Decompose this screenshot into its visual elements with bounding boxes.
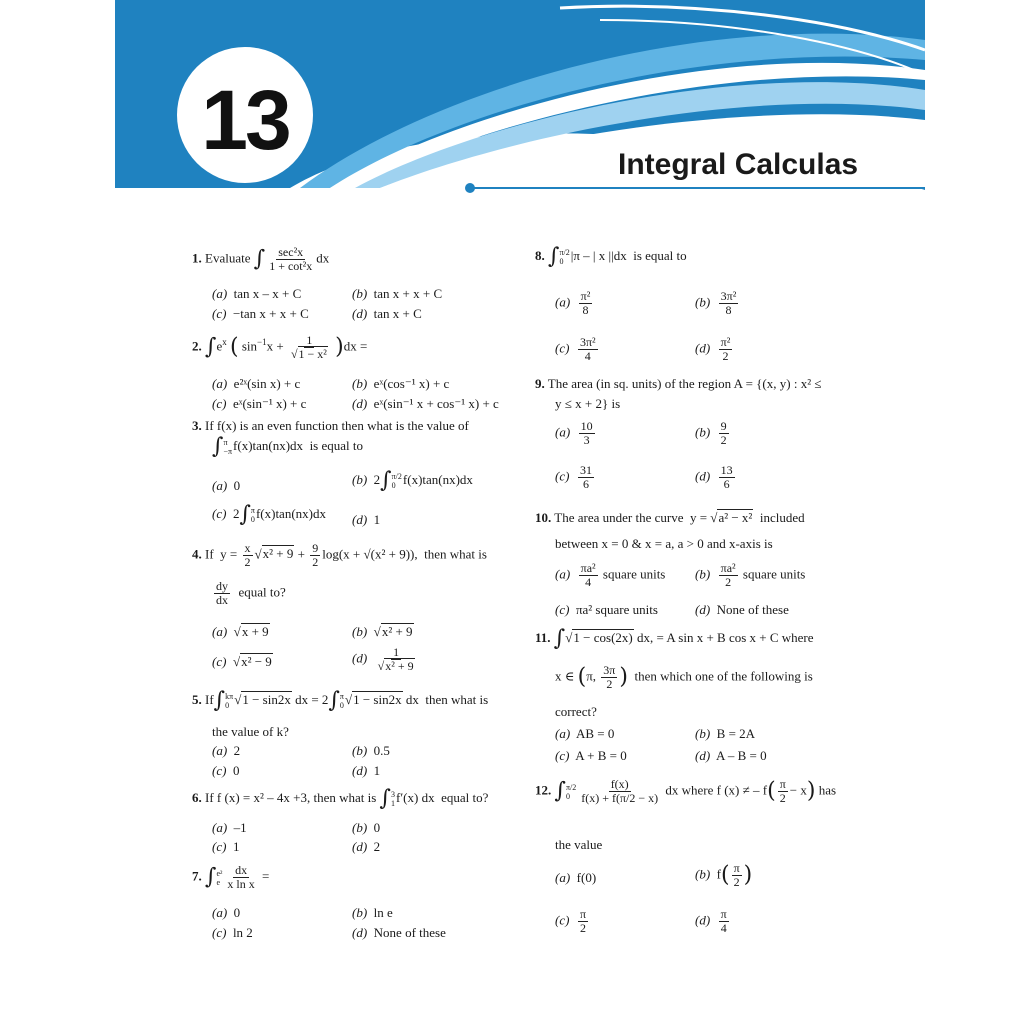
integral-sign: ∫ (548, 244, 560, 270)
question-number: 3. (192, 418, 202, 433)
integral-sign: ∫ (253, 246, 266, 272)
expr-part: e (216, 338, 223, 354)
option-text: 0 (373, 820, 381, 835)
option-label: (d) (352, 925, 368, 940)
option-a (555, 290, 594, 317)
option-text: $\frac{\text{π²}}{2}$ (720, 335, 731, 363)
denominator: 1 + cot²x (269, 259, 313, 273)
option-text: $\frac{10}{3}$ (580, 419, 593, 447)
option-b: (b) 2∫ π/2 0 f(x)tan(nx)dx (352, 468, 473, 494)
fraction: $\frac{\pi}{2}$ (733, 861, 740, 889)
numerator: dy (216, 579, 228, 593)
option-b (352, 743, 390, 759)
question-number: 9. (535, 376, 545, 391)
question-number: 12. (535, 782, 552, 798)
question-text: the value of k? (212, 724, 289, 739)
option-text: A – B = 0 (715, 748, 767, 763)
option-label: (a) (555, 726, 571, 741)
option-text: πa² square units (575, 602, 658, 617)
question-10: 10. The area under the curve y = √a² − x² included (535, 510, 805, 525)
question-4: 4. If y = $\frac{x}{2}$ √x² + 9 + $\frac{9}{2}$ log(x + √(x² + 9)), then what is (192, 541, 487, 569)
right-column (535, 240, 850, 960)
question-8 (535, 244, 687, 270)
option-label: (b) (352, 743, 368, 758)
option-label: (a) (212, 743, 228, 758)
option-c (212, 925, 253, 941)
option-label: (d) (695, 602, 711, 617)
option-text: e²ˣ(sin x) + c (233, 376, 301, 391)
option-text: $\frac{\pi}{2}$ (579, 907, 586, 935)
fraction: $\frac{f(x)}{f(x) + f(\pi/2 - x)}$ (581, 777, 659, 805)
option-label: (a) (555, 294, 571, 310)
chapter-title: Integral Calculas (618, 148, 859, 181)
option-text: eˣ(sin⁻¹ x + cos⁻¹ x) + c (373, 396, 499, 411)
option-d (352, 839, 380, 855)
option-label: (a) (555, 566, 571, 582)
chapter-number: 13 (201, 73, 289, 167)
option-label: (b) (695, 726, 711, 741)
option-d (695, 748, 767, 764)
option-label: (d) (352, 512, 368, 527)
question-9-line2 (555, 396, 620, 412)
option-text: 0 (233, 905, 241, 920)
question-12: 12. ∫ π/2 0 $\frac{f(x)}{f(x) + f(\pi/2 - x)}$ dx where f (x) ≠ – f( $\frac{\pi}{2}$ − x) has (535, 777, 837, 805)
question-11-line3 (555, 704, 597, 720)
question-number: 5. (192, 692, 202, 707)
option-text: x + 9 (241, 624, 269, 639)
question-text: If f (x) = x² – 4x +3, then what is (205, 790, 377, 805)
option-c (555, 908, 590, 935)
option-label: (a) (555, 424, 571, 440)
question-text: is equal to (309, 438, 363, 453)
option-c (555, 602, 658, 618)
paren: ) (335, 334, 344, 360)
left-column (192, 240, 512, 960)
question-3 (192, 418, 502, 434)
option-label: (d) (352, 839, 368, 854)
option-label: (d) (352, 763, 368, 778)
expr-part: f(x)tan(nx)dx (233, 438, 304, 453)
option-d (352, 512, 380, 528)
option-text: square units (602, 566, 666, 582)
option-text: square units (742, 566, 806, 582)
option-label: (d) (352, 650, 368, 666)
option-label: (c) (212, 763, 227, 778)
option-c (212, 396, 306, 412)
option-label: (b) (352, 286, 368, 301)
option-a (212, 820, 247, 836)
option-label: (d) (695, 748, 711, 763)
option-text: ln e (373, 905, 393, 920)
integral-sign: ∫ (380, 468, 392, 494)
question-11: 11. ∫√1 − cos(2x) dx, = A sin x + B cos x + C where (535, 626, 814, 652)
fraction: $\frac{3\pi}{2}$ (603, 663, 616, 691)
option-c (212, 839, 239, 855)
question-text: The area under the curve (554, 510, 684, 525)
option-d (352, 306, 422, 322)
option-a: (a) √x + 9 (212, 624, 269, 639)
denominator: √1 − x² (290, 347, 327, 361)
option-label: (c) (555, 602, 570, 617)
question-text: is equal to (633, 248, 687, 263)
limits: π/2 0 (391, 472, 402, 491)
option-c: (c) 2∫ π 0 f(x)tan(nx)dx (212, 502, 326, 528)
option-text: None of these (716, 602, 789, 617)
fraction: $\frac{9}{2}$ (312, 541, 319, 569)
option-label: (c) (212, 396, 227, 411)
option-b (352, 376, 449, 392)
option-a (555, 420, 597, 447)
option-label: (c) (555, 340, 570, 356)
paren: ( (721, 862, 730, 888)
option-d (352, 646, 419, 673)
option-d (695, 464, 737, 491)
limits: e² e (216, 868, 223, 887)
question-text: equal to? (441, 790, 489, 805)
option-c: (c) √x² − 9 (212, 654, 272, 669)
option-label: (b) (695, 424, 711, 440)
option-text: $\frac{31}{6}$ (579, 463, 592, 491)
option-label: (d) (695, 340, 711, 356)
option-b (352, 286, 442, 302)
option-text: 1 (373, 512, 381, 527)
limits: π/2 0 (559, 248, 570, 267)
option-text: eˣ(cos⁻¹ x) + c (373, 376, 450, 391)
option-text: f(x)tan(nx)dx (255, 506, 326, 521)
option-label: (c) (555, 468, 570, 484)
option-b (695, 562, 805, 589)
option-text: 2 (233, 743, 241, 758)
option-text: –1 (233, 820, 247, 835)
option-label: (c) (555, 748, 570, 763)
question-text: the value (555, 837, 603, 852)
option-label: (c) (212, 925, 227, 940)
question-12-line2 (555, 837, 602, 853)
option-label: (d) (352, 396, 368, 411)
integral-sign: ∫ (205, 334, 217, 360)
option-label: (d) (695, 912, 711, 928)
option-b (695, 862, 752, 889)
option-c (555, 748, 627, 764)
option-text: 1 (232, 839, 240, 854)
integral-sign: ∫ (554, 778, 566, 804)
question-text: included (759, 510, 805, 525)
question-1 (192, 246, 329, 273)
option-a (555, 726, 614, 742)
question-text: The area (in sq. units) of the region A = {(x, y) : x² ≤ (547, 376, 822, 391)
option-text: ln 2 (232, 925, 253, 940)
expr-part: |π – | x ||dx (570, 248, 627, 263)
integral-sign: ∫ (205, 864, 217, 890)
integral-sign: ∫ (213, 688, 226, 714)
option-text: $\frac{\text{π²}}{8}$ (580, 289, 591, 317)
option-text: −tan x + x + C (232, 306, 309, 321)
option-label: (c) (212, 506, 227, 521)
question-5-line2 (212, 724, 289, 740)
question-number: 6. (192, 790, 202, 805)
question-text: between x = 0 & x = a, a > 0 and x-axis is (555, 536, 773, 551)
question-text: correct? (555, 704, 597, 719)
option-label: (d) (352, 306, 368, 321)
option-a (212, 478, 240, 494)
question-2: 2. $\int e^x$ ( $\sin^{-1}x$ + $\frac{1}{\text{√1 − x²}}$ )dx = (192, 333, 368, 361)
option-b (352, 905, 393, 921)
option-text: 0.5 (373, 743, 390, 758)
paren: ) (619, 664, 628, 690)
question-11-line2: x ∈ (π, $\frac{3\pi}{2}$ ) then which one of the following is (555, 663, 813, 691)
option-b (695, 726, 755, 742)
question-number: 10. (535, 510, 552, 525)
differential: dx (316, 250, 330, 266)
paren: ) (743, 862, 753, 888)
limits: π −π (223, 438, 233, 457)
question-text: then what is (425, 692, 489, 707)
limits: 3 1 (391, 790, 395, 809)
option-label: (b) (695, 294, 711, 310)
option-text: tan x + x + C (373, 286, 443, 301)
option-d (695, 908, 731, 935)
question-text: dx where f (x) ≠ – f (665, 782, 768, 798)
numerator: 1 (306, 333, 313, 347)
option-text: 2 (373, 839, 381, 854)
integral-sign: ∫ (553, 626, 566, 652)
option-text: tan x – x + C (233, 286, 302, 301)
option-c (555, 464, 596, 491)
fraction (267, 246, 314, 273)
option-label: (c) (212, 839, 227, 854)
question-text: dx, = A sin x + B cos x + C where (636, 630, 814, 645)
option-text: AB = 0 (575, 726, 615, 741)
question-number: 11. (535, 630, 551, 645)
option-label: (a) (212, 376, 228, 391)
option-a (212, 376, 300, 392)
option-text: $\frac{\text{3π²}}{4}$ (579, 335, 596, 363)
question-text: has (818, 782, 837, 798)
denominator: x ln x (227, 877, 255, 891)
question-text: If (205, 546, 214, 562)
option-text: x² + 9 (381, 624, 413, 639)
expr-part: log(x + √(x² + 9)), (322, 546, 418, 562)
numerator: dx (235, 863, 248, 877)
fraction: $\frac{\text{πa²}}{4}$ (580, 561, 596, 589)
question-text: If (205, 692, 214, 707)
integral-sign: ∫ (328, 688, 340, 714)
expr-part: sin (241, 338, 258, 354)
question-number: 8. (535, 248, 545, 263)
radicand: 1 − x² (298, 347, 327, 361)
question-text: then what is (424, 546, 487, 562)
integral-sign: ∫ (212, 434, 224, 460)
denominator: dx (216, 593, 228, 607)
integral-sign: ∫ (379, 786, 391, 812)
option-b (695, 290, 740, 317)
option-text: None of these (373, 925, 446, 940)
question-9 (535, 376, 845, 392)
question-6: 6. If f (x) = x² – 4x +3, then what is ∫ 3 1 f′(x) dx equal to? (192, 786, 489, 812)
question-number: 7. (192, 868, 202, 884)
option-c (212, 763, 239, 779)
option-label: (c) (555, 912, 570, 928)
option-d (352, 763, 380, 779)
expr-part: = (262, 868, 270, 884)
option-label: (a) (212, 905, 228, 920)
fraction: $\frac{1}{\text{√x² + 9}}$ (377, 645, 414, 673)
option-d (695, 602, 789, 618)
question-text: If f(x) is an even function then what is the value of (205, 418, 469, 433)
option-label: (b) (695, 866, 711, 882)
option-text: eˣ(sin⁻¹ x) + c (232, 396, 307, 411)
option-label: (a) (212, 286, 228, 301)
question-text: y ≤ x + 2} is (555, 396, 621, 411)
option-a (212, 905, 240, 921)
option-b (352, 820, 380, 836)
option-d (352, 925, 446, 941)
question-3-expr (212, 434, 363, 460)
option-label: (a) (555, 870, 571, 885)
question-number: 4. (192, 546, 202, 562)
limits: π 0 (250, 506, 255, 525)
option-text: A + B = 0 (575, 748, 627, 763)
fraction: $\frac{\pi}{2}$ (779, 777, 786, 805)
option-a (212, 743, 240, 759)
option-c (212, 306, 309, 322)
option-c (555, 336, 600, 363)
option-text: tan x + C (373, 306, 422, 321)
numerator: sec²x (278, 245, 304, 259)
option-text: B = 2A (716, 726, 756, 741)
question-text: equal to? (238, 584, 286, 600)
fraction (214, 580, 230, 607)
option-text: $\frac{\pi}{4}$ (720, 907, 727, 935)
option-a (555, 562, 665, 589)
option-text: 1 (373, 763, 381, 778)
option-text: 0 (233, 478, 241, 493)
option-text: x² − 9 (241, 654, 272, 669)
question-text: then which one of the following is (634, 668, 813, 684)
option-label: (c) (212, 654, 227, 669)
option-a (555, 870, 596, 886)
option-a (212, 286, 301, 302)
option-text: 0 (232, 763, 240, 778)
question-text: Evaluate (205, 250, 251, 266)
paren: ( (230, 334, 239, 360)
option-label: (d) (695, 468, 711, 484)
question-5: 5. If∫ kπ 0 √1 − sin2x dx = 2∫ π 0 √1 − sin2x dx then what is (192, 688, 489, 714)
option-b: (b) √x² + 9 (352, 624, 413, 639)
integral-sign: ∫ (239, 502, 251, 528)
option-d (352, 396, 499, 412)
fraction: $\frac{x}{2}$ (244, 541, 251, 569)
option-label: (a) (212, 820, 228, 835)
option-text: x² + 9 (385, 659, 414, 673)
chapter-header-banner (0, 0, 1024, 200)
option-label: (b) (352, 472, 368, 487)
option-label: (b) (352, 820, 368, 835)
option-label: (c) (212, 306, 227, 321)
option-label: (b) (352, 624, 368, 639)
question-7 (192, 864, 269, 891)
limits: π 0 (339, 692, 344, 711)
option-label: (a) (212, 478, 228, 493)
option-label: (b) (352, 905, 368, 920)
option-text: f(0) (576, 870, 597, 885)
limits: π/2 0 (565, 782, 577, 801)
fraction (225, 864, 256, 891)
option-text: $\frac{\text{3π²}}{8}$ (720, 289, 737, 317)
fraction (289, 334, 330, 361)
question-number: 1. (192, 250, 202, 266)
paren: ( (577, 664, 587, 690)
option-label: (b) (352, 376, 368, 391)
option-label: (b) (695, 566, 711, 582)
differential: dx = (343, 338, 368, 354)
option-text: $\frac{13}{6}$ (720, 463, 733, 491)
paren: ) (806, 778, 816, 804)
option-text: $\frac{9}{2}$ (720, 419, 727, 447)
question-10-line2 (555, 536, 773, 552)
fraction: $\frac{\text{πa²}}{2}$ (720, 561, 736, 589)
paren: ( (767, 778, 776, 804)
option-b (695, 420, 731, 447)
option-text: f(x)tan(nx)dx (402, 472, 473, 487)
option-label: (a) (212, 624, 228, 639)
option-text: f (716, 866, 722, 882)
option-d (695, 336, 734, 363)
expr-part: dx = 2 (295, 692, 329, 707)
limits: kπ 0 (225, 692, 234, 711)
question-4-line2 (212, 580, 286, 607)
question-number: 2. (192, 338, 202, 354)
